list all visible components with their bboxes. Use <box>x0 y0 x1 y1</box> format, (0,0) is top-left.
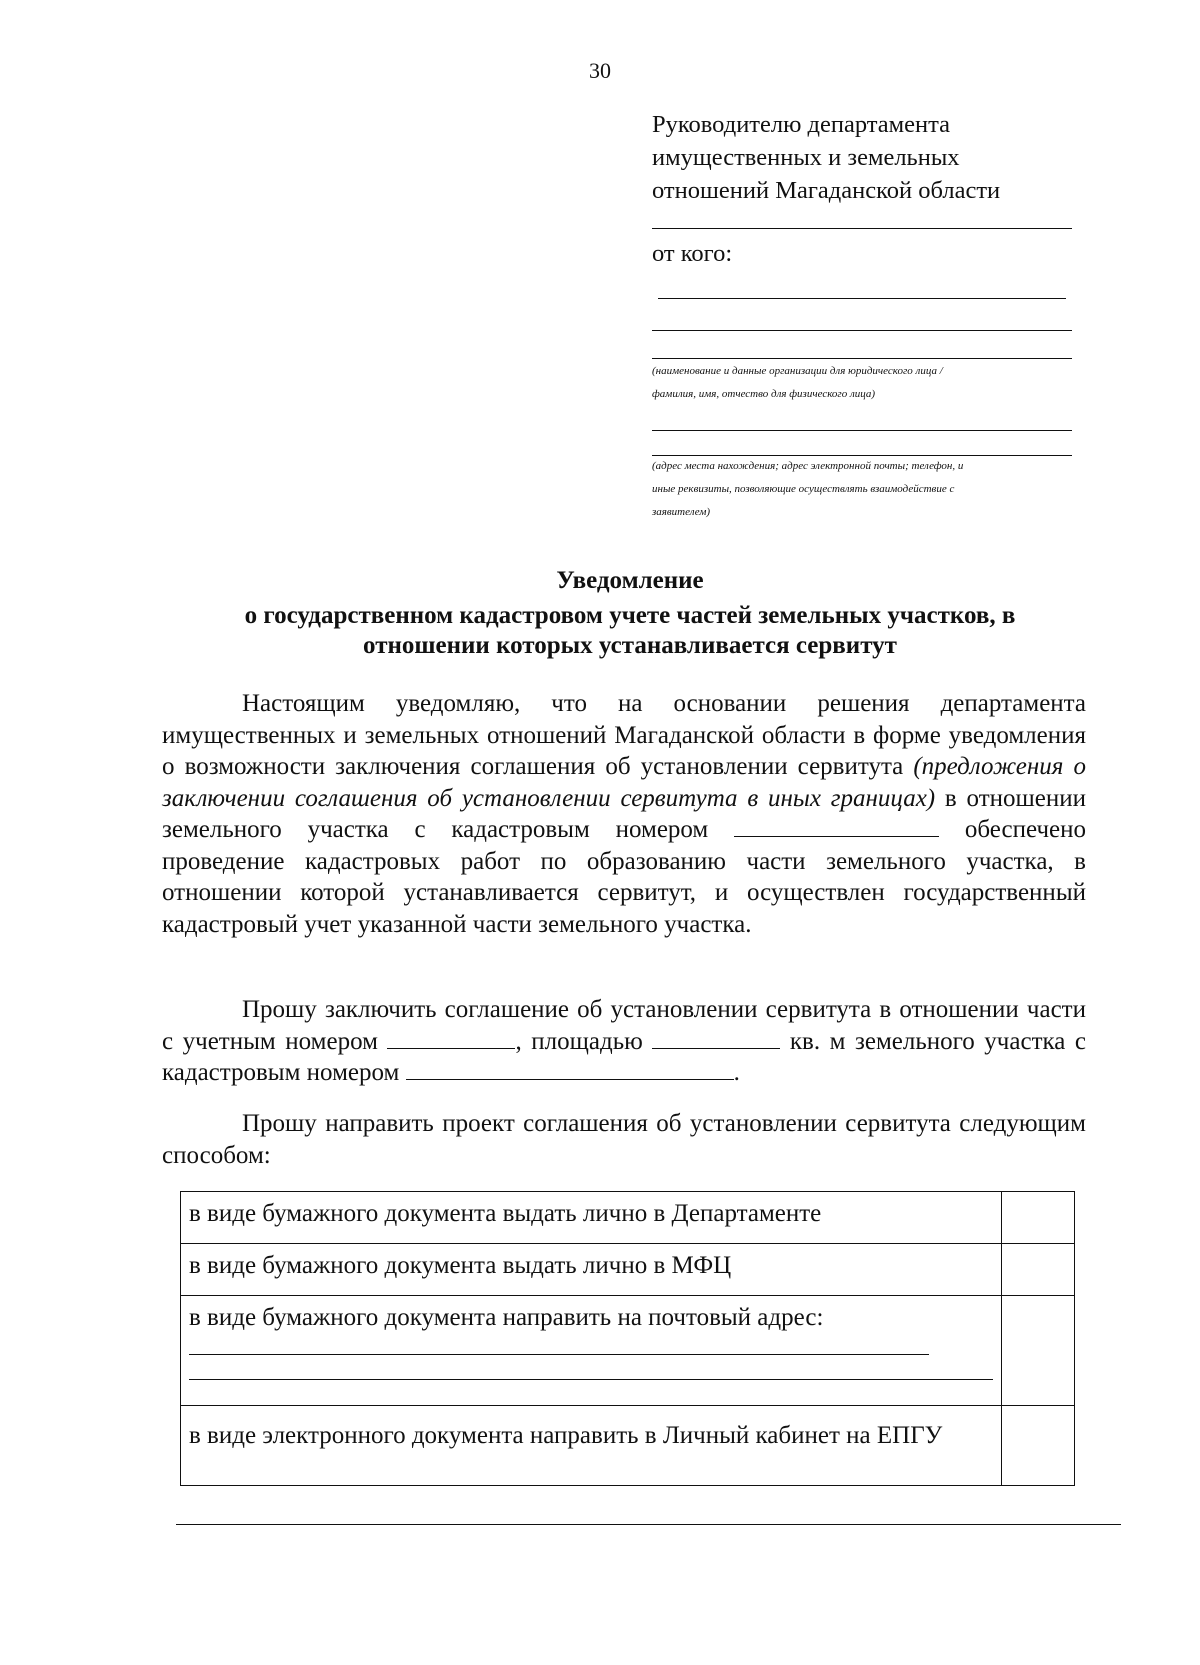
option-text: в виде бумажного документа выдать лично в МФЦ <box>189 1252 732 1279</box>
addressee-line: имущественных и земельных <box>652 144 960 171</box>
option-checkbox-post[interactable] <box>1002 1296 1075 1406</box>
hint-line: иные реквизиты, позволяющие осуществлять взаимодействие с <box>652 483 955 495</box>
hint-line: (адрес места нахождения; адрес электронной почты; телефон, и <box>652 460 964 472</box>
postal-address-line-2[interactable] <box>189 1379 993 1380</box>
notice-subtitle-line: о государственном кадастровом учете частей земельных участков, в <box>244 602 1016 629</box>
bottom-rule <box>176 1524 1121 1525</box>
sender-name-line-1[interactable] <box>658 298 1066 299</box>
option-text: в виде бумажного документа выдать лично в Департаменте <box>189 1200 822 1227</box>
hint-line: (наименование и данные организации для юридического лица / <box>652 365 943 377</box>
option-label <box>181 1406 1002 1486</box>
paragraph-text: кв. м земельного участка с кадастровым номером <box>162 1027 1086 1086</box>
option-text: в виде электронного документа направить в Личный кабинет на ЕПГУ <box>189 1422 943 1449</box>
notice-subtitle-line: отношении которых устанавливается сервитут <box>363 632 897 659</box>
body-paragraph-1 <box>162 688 1086 940</box>
account-number-blank[interactable] <box>387 1030 515 1049</box>
addressee-signature-line[interactable] <box>652 228 1072 229</box>
sender-name-line-3[interactable] <box>652 358 1072 359</box>
option-label <box>181 1192 1002 1244</box>
paragraph-italic-text: (предложения о заключении соглашения об установлении сервитута в иных границах) <box>162 753 1086 812</box>
body-paragraph-2 <box>162 994 1086 1089</box>
delivery-options-table <box>180 1191 1075 1486</box>
sender-name-hint <box>652 364 943 401</box>
paragraph-text: . <box>733 1059 740 1086</box>
option-label <box>181 1296 1002 1406</box>
postal-address-line-1[interactable] <box>189 1354 929 1355</box>
addressee-line: отношений Магаданской области <box>652 177 1001 204</box>
sender-contacts-hint <box>652 459 963 519</box>
table-row <box>181 1192 1075 1244</box>
sender-contacts-line-2[interactable] <box>652 455 1072 456</box>
land-cadastral-number-blank[interactable] <box>406 1061 734 1080</box>
sender-contacts-line-1[interactable] <box>652 430 1072 431</box>
page-number: 30 <box>589 58 611 83</box>
option-checkbox-mfc[interactable] <box>1002 1244 1075 1296</box>
table-row <box>181 1244 1075 1296</box>
option-checkbox-department[interactable] <box>1002 1192 1075 1244</box>
paragraph-text: , площадью <box>515 1027 653 1055</box>
option-text: в виде бумажного документа направить на почтовый адрес: <box>189 1304 824 1331</box>
from-label: от кого: <box>652 240 733 267</box>
paragraph-text: в отношении земельного участка с кадастровым номером <box>162 784 1086 843</box>
addressee-block <box>652 108 1072 207</box>
option-checkbox-epgu[interactable] <box>1002 1406 1075 1486</box>
table-row <box>181 1406 1075 1486</box>
sender-name-line-2[interactable] <box>652 330 1072 331</box>
area-blank[interactable] <box>652 1030 780 1049</box>
body-paragraph-3: Прошу направить проект соглашения об установлении сервитута следующим способом: <box>162 1110 1086 1169</box>
cadastral-number-blank[interactable] <box>734 818 939 837</box>
notice-title: Уведомление <box>556 567 704 594</box>
option-label <box>181 1244 1002 1296</box>
table-row <box>181 1296 1075 1406</box>
paragraph-text: Прошу заключить соглашение об установлении сервитута в отношении части с учетным номером <box>162 996 1086 1055</box>
paragraph-text: обеспечено проведение кадастровых работ по образованию части земельного участка, в отношении которой устанавливается сервитут, и осуществлен государственный кадастровый учет указанной части земельного участка. <box>162 816 1086 938</box>
hint-line: фамилия, имя, отчество для физического лица) <box>652 388 876 400</box>
addressee-line: Руководителю департамента <box>652 111 951 138</box>
paragraph-text: Настоящим уведомляю, что на основании решения департамента имущественных и земельных отношений Магаданской области в форме уведомления о возможности заключения соглашения об установлении сервитута <box>162 690 1086 780</box>
hint-line: заявителем) <box>652 506 711 518</box>
